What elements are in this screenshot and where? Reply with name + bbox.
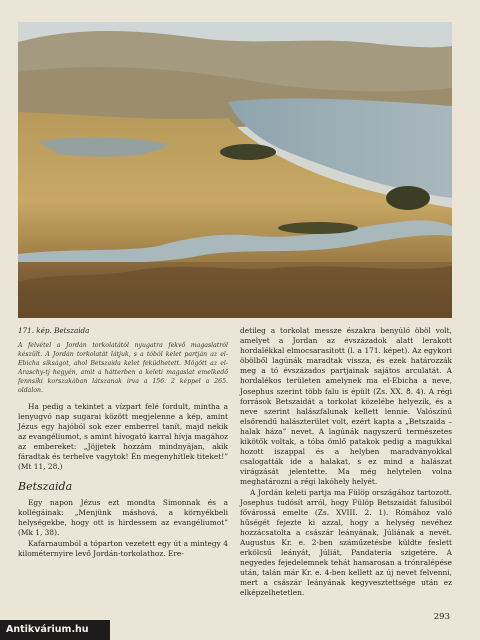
section-heading: Betszaida (18, 480, 73, 494)
landscape-illustration (18, 22, 452, 318)
tree-cluster-right (386, 186, 430, 210)
paragraph: Ha pedig a tekintet a vízpart felé fordult, mintha a lenyugvó nap sugarai között megjelenne a kép, amint Jézus egy hajóból sok ezer emberrel tanít, majd nekik az evangéliumot, s amint hívogató karral hívja magához az embereket: „Jöjjetek hozzám mindnyájan, akik fáradtak és terhelve vagytok! Én megenyhítlek titeket!” (Mt 11, 28.) (18, 401, 228, 472)
right-column (240, 326, 452, 599)
tree-cluster (220, 144, 276, 160)
landscape-photo (18, 22, 452, 318)
paragraph: Kafarnaumból a tóparton vezetett egy út a mintegy 4 kilométernyire levő Jordán-torkolathoz. Ere- (18, 538, 228, 558)
page-number: 293 (433, 612, 450, 622)
watermark: Antikvárium.hu (0, 620, 110, 640)
left-column (18, 326, 228, 559)
caption-title: 171. kép. Betszaida (18, 326, 90, 335)
paragraph: A Jordán keleti partja ma Fülöp országához tartozott. Josephus tudósít arról, hogy Fülöp Betszaidát falusiból fővárossá emelte (Zs. XVIII. 2. 1). Rómához való hűségét fejezte ki azzal, hogy a helység nevéhez hozzácsatolta a császár leányának, Júliának a nevét. Augustus Kr. e. 2-ben száműzetésbe küldte feslett erkölcsű leányát, Júliát, Pandateria szigetére. A negyedes fejedelemnek tehát hamarosan a trónralépése után, talán már Kr. e. 4-ben kellett az új nevet felvenni, mert a császár leányának kegyvesztettsége után ez elképzelhetetlen. (240, 487, 452, 598)
paragraph: Egy napon Jézus ezt mondta Simonnak és a kollégáinak: „Menjünk máshová, a környékbeli helységekbe, hogy ott is hirdessem az evangéliumot” (Mk 1, 38). (18, 498, 228, 538)
trees-mid (278, 222, 358, 234)
caption-body: A felvétel a Jordán torkolatától nyugatra fekvő magaslatról készült. A Jordán torkolatát látjuk, s a tóból kelet partján az el-Ebicha síkságot, ahol Betszaida kelet feküdhetett. Mögött az el-Araschy-tj hegyén, amit a hátterben a keleti magaslat emelkedő fennsíki korszakában látszanak írva a 156. 2 képpel a 265. oldalon. (18, 342, 228, 394)
paragraph: detileg a torkolat messze északra benyúló öböl volt, amelyet a Jordan az évszázadok alatt lerakott hordalékkal elmocsarasított (l. a 171. képet). Az egykori öbölből lagúnák maradtak vissza, és ezek határozzák meg a tó évszázados partjainak sajátos arculatát. A hordalékos területen amelynek ma el-Ebicha a neve, Josephus szerint több falu is épült (Zs. XX. 8. 4). A régi források Betszaidát a torkolat közelébe helyezik, és a neve szerint halászfalunak kellett lennie. Valószínű elsőrendű halászterület volt, ezért kapta a „Betszaida – halak háza” nevet. A lagúnák nagyszerű természetes kikötők voltak, a tóba ömlő patakok pedig a magukkal hozott iszappal és a helyben maradványokkal csalogatták ide a halakat, s ez mind a halászat virágzását jelentette. Ma még helytelen volna meghatározni a régi lakóhely helyét. (240, 326, 452, 487)
